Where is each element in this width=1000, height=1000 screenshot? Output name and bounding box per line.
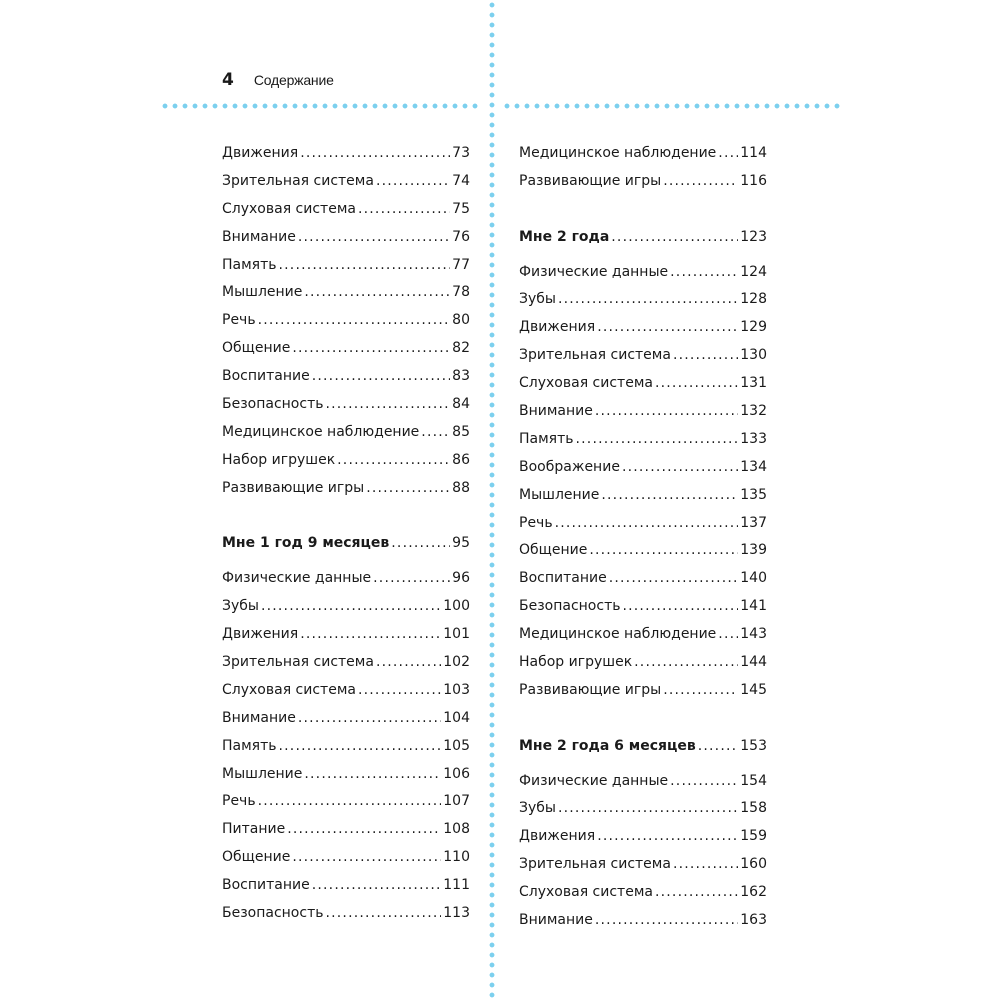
toc-entry-title: Общение <box>519 542 588 559</box>
toc-page-number: 132 <box>740 403 767 420</box>
toc-entry <box>222 844 470 872</box>
toc-entry <box>519 168 767 196</box>
toc-leader-dots <box>655 879 738 907</box>
toc-entry-title: Зубы <box>222 598 259 615</box>
toc-page-number: 80 <box>452 312 470 329</box>
toc-page-number: 129 <box>740 319 767 336</box>
toc-page-number: 85 <box>452 423 470 440</box>
toc-entry-title: Безопасность <box>222 396 324 413</box>
toc-leader-dots <box>279 252 451 280</box>
toc-entry <box>222 419 470 447</box>
toc-page-number: 163 <box>740 912 767 929</box>
toc-leader-dots <box>634 649 738 677</box>
toc-leader-dots <box>261 593 441 621</box>
toc-entry <box>222 279 470 307</box>
toc-leader-dots <box>258 788 442 816</box>
toc-leader-dots <box>597 823 738 851</box>
running-header <box>222 70 334 90</box>
toc-entry-title: Воспитание <box>222 877 310 894</box>
toc-column-left <box>222 140 470 928</box>
toc-leader-dots <box>292 844 441 872</box>
toc-leader-dots <box>298 705 441 733</box>
toc-entry <box>222 593 470 621</box>
toc-entry-title: Мышление <box>222 765 303 782</box>
toc-leader-dots <box>300 621 441 649</box>
toc-entry <box>222 252 470 280</box>
toc-page-number: 137 <box>740 514 767 531</box>
toc-section-heading <box>222 530 470 558</box>
toc-leader-dots <box>597 314 738 342</box>
toc-entry <box>519 621 767 649</box>
toc-entry-title: Мне 2 года 6 месяцев <box>519 737 696 754</box>
toc-entry-title: Набор игрушек <box>519 654 633 671</box>
toc-entry-title: Общение <box>222 340 291 357</box>
toc-entry <box>222 307 470 335</box>
toc-section-heading <box>519 224 767 252</box>
toc-leader-dots <box>655 370 738 398</box>
toc-column-right <box>519 140 767 935</box>
toc-entry <box>519 565 767 593</box>
toc-leader-dots <box>421 419 450 447</box>
toc-entry-title: Физические данные <box>222 570 372 587</box>
toc-entry-title: Слуховая система <box>519 884 653 901</box>
toc-leader-dots <box>663 168 738 196</box>
toc-entry <box>222 733 470 761</box>
toc-page-number: 139 <box>740 542 767 559</box>
toc-entry-title: Воображение <box>519 458 620 475</box>
toc-entry <box>519 907 767 935</box>
toc-page-number: 144 <box>740 654 767 671</box>
toc-leader-dots <box>373 565 450 593</box>
toc-entry <box>222 788 470 816</box>
toc-entry <box>519 768 767 796</box>
toc-page-number: 86 <box>452 451 470 468</box>
toc-leader-dots <box>673 851 738 879</box>
toc-entry-title: Безопасность <box>222 905 324 922</box>
toc-entry <box>519 537 767 565</box>
toc-entry-title: Зубы <box>519 291 556 308</box>
toc-page-number: 104 <box>443 709 470 726</box>
toc-page-number: 135 <box>740 486 767 503</box>
toc-page-number: 82 <box>452 340 470 357</box>
toc-entry <box>222 335 470 363</box>
toc-page-number: 128 <box>740 291 767 308</box>
toc-entry-title: Безопасность <box>519 598 621 615</box>
toc-entry <box>222 872 470 900</box>
toc-entry-title: Слуховая система <box>222 681 356 698</box>
toc-page-number: 83 <box>452 368 470 385</box>
toc-page-number: 130 <box>740 347 767 364</box>
toc-leader-dots <box>558 286 738 314</box>
toc-page-number: 154 <box>740 772 767 789</box>
toc-page-number: 78 <box>452 284 470 301</box>
toc-entry-title: Мышление <box>519 486 600 503</box>
toc-leader-dots <box>558 795 738 823</box>
toc-page-number: 114 <box>740 145 767 161</box>
toc-entry <box>519 259 767 287</box>
toc-page-number: 141 <box>740 598 767 615</box>
toc-entry <box>222 649 470 677</box>
toc-entry <box>519 398 767 426</box>
toc-page-number: 105 <box>443 737 470 754</box>
toc-entry-title: Физические данные <box>519 772 669 789</box>
toc-entry-title: Память <box>222 737 277 754</box>
toc-leader-dots <box>622 593 738 621</box>
toc-entry-title: Общение <box>222 849 291 866</box>
toc-page-number: 160 <box>740 856 767 873</box>
toc-page-number: 75 <box>452 200 470 217</box>
toc-page-number: 134 <box>740 458 767 475</box>
toc-entry <box>222 475 470 503</box>
toc-entry <box>519 370 767 398</box>
toc-entry <box>519 677 767 705</box>
toc-leader-dots <box>358 196 450 224</box>
toc-leader-dots <box>325 900 441 928</box>
page-number: 4 <box>222 70 234 90</box>
toc-entry <box>222 816 470 844</box>
toc-entry-title: Зрительная система <box>222 654 374 671</box>
toc-leader-dots <box>391 530 450 558</box>
toc-page-number: 140 <box>740 570 767 587</box>
toc-entry <box>519 454 767 482</box>
toc-entry-title: Движения <box>222 626 299 643</box>
toc-page-number: 84 <box>452 396 470 413</box>
toc-leader-dots <box>673 342 738 370</box>
toc-leader-dots <box>555 510 739 538</box>
toc-page-number: 153 <box>740 737 767 754</box>
toc-entry <box>519 314 767 342</box>
toc-entry <box>222 363 470 391</box>
toc-entry <box>222 705 470 733</box>
toc-spacer <box>519 196 767 224</box>
toc-page-number: 95 <box>452 535 470 552</box>
toc-page-number: 113 <box>443 905 470 922</box>
toc-page-number: 74 <box>452 172 470 189</box>
toc-entry <box>519 795 767 823</box>
toc-leader-dots <box>718 140 738 168</box>
toc-leader-dots <box>366 475 450 503</box>
toc-leader-dots <box>358 677 441 705</box>
toc-leader-dots <box>325 391 450 419</box>
toc-entry-title: Развивающие игры <box>519 681 662 698</box>
toc-entry-title: Память <box>519 430 574 447</box>
toc-entry-title: Речь <box>519 514 553 531</box>
toc-leader-dots <box>595 907 738 935</box>
toc-entry-title: Зрительная система <box>222 172 374 189</box>
toc-page-number: 101 <box>443 626 470 643</box>
toc-entry-title: Физические данные <box>519 263 669 280</box>
toc-entry <box>222 196 470 224</box>
toc-leader-dots <box>376 168 450 196</box>
toc-entry <box>222 677 470 705</box>
toc-leader-dots <box>292 335 450 363</box>
toc-entry <box>519 426 767 454</box>
toc-entry <box>222 565 470 593</box>
toc-entry <box>222 900 470 928</box>
toc-leader-dots <box>300 140 450 168</box>
toc-entry-title: Движения <box>222 145 299 161</box>
toc-entry <box>222 140 470 168</box>
toc-page-number: 123 <box>740 228 767 245</box>
toc-entry-title: Внимание <box>222 228 296 245</box>
toc-entry-title: Мне 1 год 9 месяцев <box>222 535 390 552</box>
toc-page-number: 96 <box>452 570 470 587</box>
toc-page-number: 110 <box>443 849 470 866</box>
vertical-dotted-rule <box>488 0 496 1000</box>
toc-page-number: 145 <box>740 681 767 698</box>
toc-entry-title: Мне 2 года <box>519 228 610 245</box>
toc-spacer <box>519 252 767 259</box>
toc-leader-dots <box>670 259 738 287</box>
toc-entry <box>222 621 470 649</box>
toc-spacer <box>222 503 470 531</box>
toc-spacer <box>519 705 767 733</box>
toc-leader-dots <box>312 872 442 900</box>
toc-leader-dots <box>601 482 738 510</box>
toc-page-number: 143 <box>740 626 767 643</box>
toc-page-number: 111 <box>443 877 470 894</box>
toc-leader-dots <box>304 761 441 789</box>
toc-entry-title: Воспитание <box>222 368 310 385</box>
toc-entry-title: Внимание <box>222 709 296 726</box>
toc-section-heading <box>519 733 767 761</box>
toc-entry-title: Медицинское наблюдение <box>222 423 420 440</box>
toc-page-number: 106 <box>443 765 470 782</box>
toc-page-number: 116 <box>740 172 767 189</box>
toc-leader-dots <box>595 398 738 426</box>
toc-page-number: 73 <box>452 145 470 161</box>
toc-entry-title: Внимание <box>519 912 593 929</box>
header-dotted-rule-right <box>502 102 842 110</box>
toc-entry <box>222 168 470 196</box>
toc-entry <box>519 879 767 907</box>
toc-page-number: 100 <box>443 598 470 615</box>
toc-entry-title: Движения <box>519 319 596 336</box>
toc-entry <box>519 649 767 677</box>
toc-entry-title: Питание <box>222 821 286 838</box>
toc-entry <box>519 593 767 621</box>
toc-entry-title: Развивающие игры <box>519 172 662 189</box>
toc-page-number: 103 <box>443 681 470 698</box>
toc-entry-title: Память <box>222 256 277 273</box>
toc-page-number: 88 <box>452 479 470 496</box>
toc-entry <box>519 286 767 314</box>
toc-entry-title: Медицинское наблюдение <box>519 626 717 643</box>
toc-leader-dots <box>698 733 739 761</box>
toc-page-number: 108 <box>443 821 470 838</box>
toc-leader-dots <box>376 649 441 677</box>
toc-entry <box>519 342 767 370</box>
toc-page-number: 124 <box>740 263 767 280</box>
toc-entry-title: Набор игрушек <box>222 451 336 468</box>
toc-spacer <box>222 558 470 565</box>
toc-entry <box>222 761 470 789</box>
toc-leader-dots <box>663 677 738 705</box>
toc-leader-dots <box>312 363 450 391</box>
toc-leader-dots <box>337 447 450 475</box>
toc-entry-title: Зубы <box>519 800 556 817</box>
header-dotted-rule-left <box>160 102 480 110</box>
toc-entry <box>519 510 767 538</box>
toc-entry-title: Речь <box>222 793 256 810</box>
toc-entry <box>519 851 767 879</box>
toc-leader-dots <box>611 224 738 252</box>
toc-entry-title: Слуховая система <box>519 375 653 392</box>
toc-leader-dots <box>287 816 441 844</box>
toc-leader-dots <box>589 537 738 565</box>
toc-entry-title: Зрительная система <box>519 856 671 873</box>
toc-page-number: 133 <box>740 430 767 447</box>
toc-entry <box>519 140 767 168</box>
toc-leader-dots <box>718 621 738 649</box>
toc-leader-dots <box>304 279 450 307</box>
toc-entry <box>222 224 470 252</box>
toc-entry-title: Медицинское наблюдение <box>519 145 717 161</box>
toc-entry-title: Речь <box>222 312 256 329</box>
toc-entry <box>222 391 470 419</box>
toc-page-number: 158 <box>740 800 767 817</box>
toc-leader-dots <box>670 768 738 796</box>
toc-entry <box>222 447 470 475</box>
toc-entry-title: Мышление <box>222 284 303 301</box>
toc-leader-dots <box>622 454 738 482</box>
toc-entry-title: Развивающие игры <box>222 479 365 496</box>
toc-page-number: 131 <box>740 375 767 392</box>
toc-page-number: 159 <box>740 828 767 845</box>
toc-page-number: 102 <box>443 654 470 671</box>
toc-spacer <box>519 761 767 768</box>
toc-page-number: 162 <box>740 884 767 901</box>
toc-page-number: 76 <box>452 228 470 245</box>
toc-entry-title: Слуховая система <box>222 200 356 217</box>
toc-leader-dots <box>298 224 450 252</box>
toc-leader-dots <box>576 426 739 454</box>
toc-entry-title: Движения <box>519 828 596 845</box>
toc-entry-title: Внимание <box>519 403 593 420</box>
toc-entry-title: Воспитание <box>519 570 607 587</box>
toc-page-number: 107 <box>443 793 470 810</box>
running-title: Содержание <box>253 72 334 88</box>
toc-entry <box>519 823 767 851</box>
toc-entry-title: Зрительная система <box>519 347 671 364</box>
toc-leader-dots <box>609 565 739 593</box>
toc-entry <box>519 482 767 510</box>
toc-page-number: 77 <box>452 256 470 273</box>
toc-leader-dots <box>258 307 451 335</box>
toc-leader-dots <box>279 733 442 761</box>
